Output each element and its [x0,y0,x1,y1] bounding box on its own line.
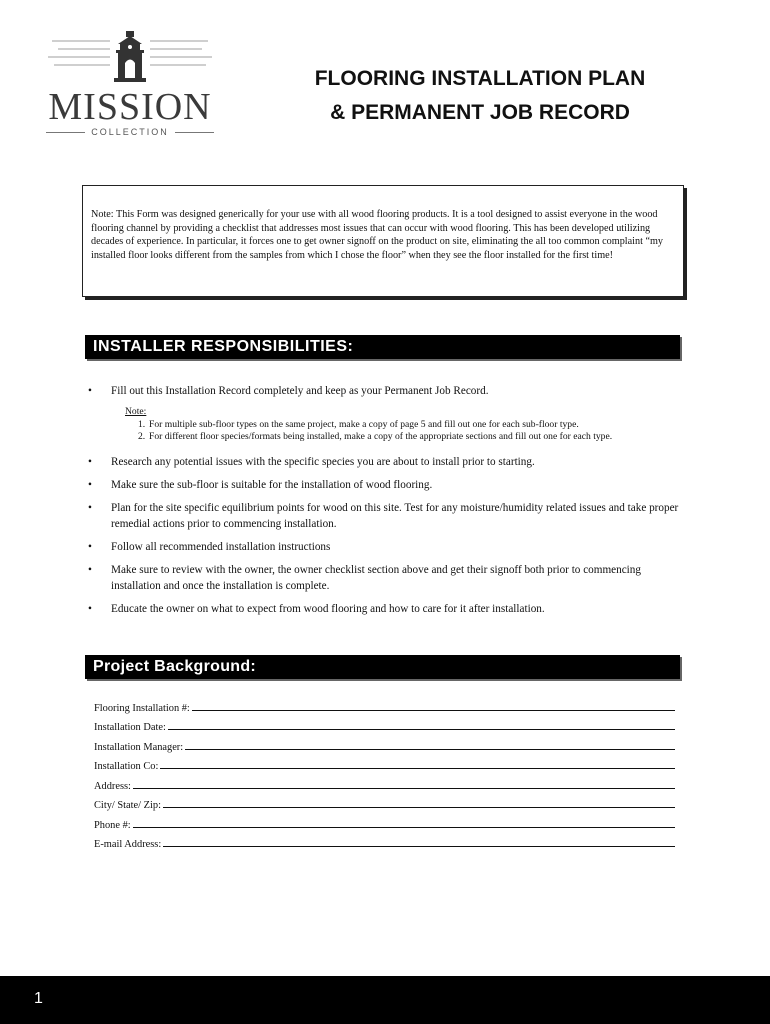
sub-note-label: Note: [125,406,147,417]
fill-in-line[interactable] [133,788,675,789]
bullet-icon: • [88,501,92,514]
page-footer [0,976,770,1024]
field-label: Installation Co: [94,761,159,772]
list-item [86,601,686,617]
sub-note-text: For different floor species/formats being installed, make a copy of the appropriate sections and fill out one for each type. [149,431,613,443]
fill-in-line[interactable] [133,827,675,828]
fill-in-line[interactable] [192,710,675,711]
list-item [86,500,686,532]
sub-note-number: 1. [138,418,146,430]
fill-in-line[interactable] [160,768,675,769]
phone-field[interactable] [94,811,675,831]
field-label: E-mail Address: [94,839,162,850]
logo-subtitle-row [46,126,214,138]
list-item-text: Fill out this Installation Record completely and keep as your Permanent Job Record. [111,385,489,397]
bullet-icon: • [88,563,92,576]
logo-rule-right [175,132,214,133]
logo-wordmark: MISSION [48,86,212,128]
installation-manager-field[interactable] [94,733,675,753]
sub-note-text: For multiple sub-floor types on the same project, make a copy of page 5 and fill out one for each sub-floor type. [149,418,579,430]
project-background-heading: Project Background: [85,655,680,679]
list-item [86,562,686,594]
bullet-icon: • [88,478,92,491]
list-item-text: Research any potential issues with the specific species you are about to install prior to starting. [111,455,535,468]
installation-company-field[interactable] [94,753,675,773]
list-item [86,477,686,493]
bullet-icon: • [88,385,92,397]
fill-in-line[interactable] [168,729,675,730]
sub-note-item [125,419,686,432]
logo-rule-left [46,132,85,133]
field-label: Flooring Installation #: [94,702,190,714]
bullet-icon: • [88,540,92,553]
list-item-text: Make sure to review with the owner, the owner checklist section above and get their signoff both prior to commencing installation and once the installation is complete. [111,563,641,592]
fill-in-line[interactable] [163,846,675,847]
field-label: Phone #: [94,819,131,831]
project-background-form [94,694,675,850]
field-label: Installation Date: [94,722,166,733]
field-label: City/ State/ Zip: [94,800,161,811]
installation-date-field[interactable] [94,714,675,734]
bullet-icon: • [88,455,92,468]
document-title [250,62,710,130]
list-item [86,383,686,399]
bullet-icon: • [88,602,92,615]
sub-note-number: 2. [138,431,146,443]
title-line-2: & PERMANENT JOB RECORD [330,101,630,124]
list-item [86,454,686,470]
sub-note [125,406,686,444]
list-item-text: Follow all recommended installation instructions [111,540,331,553]
city-state-zip-field[interactable] [94,792,675,812]
sub-note-list [125,419,686,444]
note-text: Note: This Form was designed generically for your use with all wood flooring products. It is a tool designed to assist everyone in the wood flooring channel by providing a checklist that addresses most issues that can occur with wood flooring. This has been developed utilizing decades of experience. In particular, it forces one to get owner signoff on the product on site, eliminating the all too common complaint “my installed floor looks different from the samples from which I chose the floor” when they see the floor installed for the first time! [91,209,663,261]
installer-responsibilities-heading: INSTALLER RESPONSIBILITIES: [85,335,680,359]
title-line-1: FLOORING INSTALLATION PLAN [314,67,646,90]
list-item [86,539,686,555]
sub-note-item [125,431,686,444]
fill-in-line[interactable] [163,807,675,808]
flooring-installation-number-field[interactable] [94,694,675,714]
list-item-text: Plan for the site specific equilibrium points for wood on this site. Test for any moisture/humidity related issues and take proper remedial actions prior to commencing installation. [111,501,679,530]
installer-responsibilities-list [86,383,686,624]
fill-in-line[interactable] [185,749,675,750]
email-address-field[interactable] [94,831,675,851]
note-box [82,185,684,297]
page-number: 1 [34,990,43,1007]
list-item-text: Make sure the sub-floor is suitable for the installation of wood flooring. [111,478,433,491]
field-label: Address: [94,780,131,792]
address-field[interactable] [94,772,675,792]
field-label: Installation Manager: [94,741,184,753]
logo-subtitle: COLLECTION [91,127,169,137]
list-item-text: Educate the owner on what to expect from wood flooring and how to care for it after installation. [111,602,545,615]
